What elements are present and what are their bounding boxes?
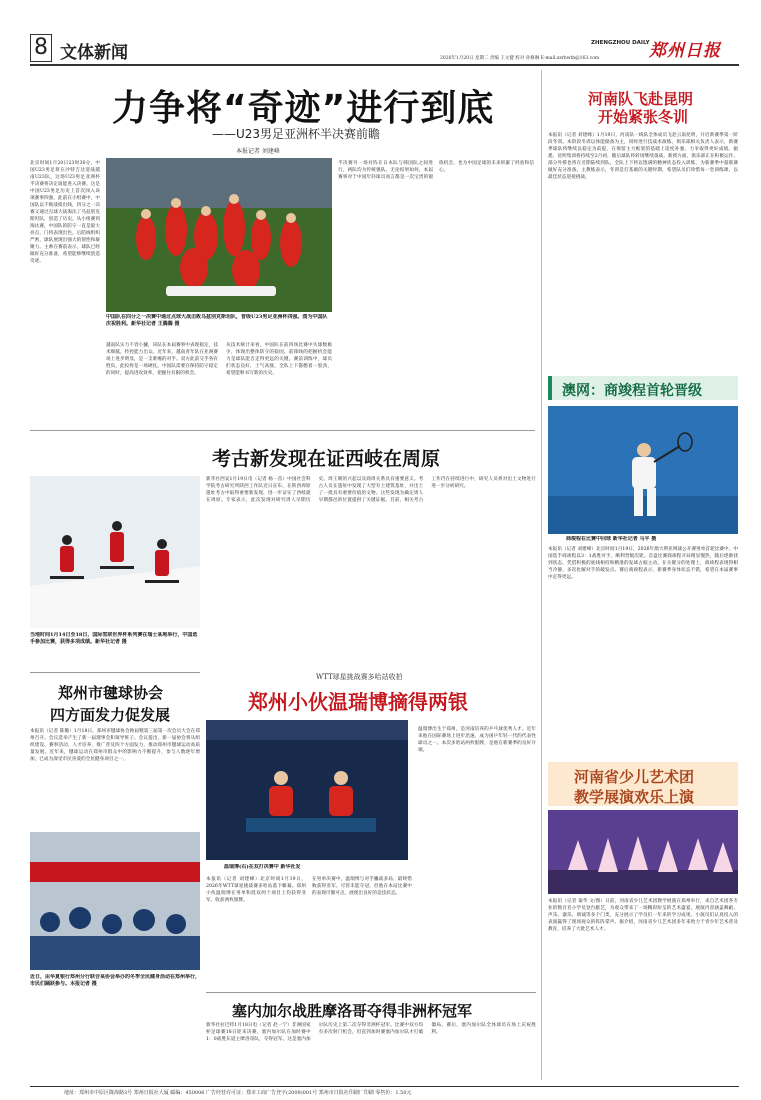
aus-open-photo-caption: 商竣程在比赛中回球 新华社记者 马平 摄 xyxy=(566,536,657,542)
section-rule-3 xyxy=(206,992,536,993)
pingpong-photo xyxy=(206,720,408,860)
henan-team-title-line2: 开始紧张冬训 xyxy=(598,108,689,126)
wtt-title: 郑州小伙温瑞博摘得两银 xyxy=(248,690,468,714)
shuttlecock-title-line1: 郑州市毽球协会 xyxy=(58,684,164,702)
lead-headline: 力争将“奇迹”进行到底 xyxy=(112,88,495,129)
page-number-box xyxy=(30,34,52,62)
afcon-title: 塞内加尔战胜摩洛哥夺得非洲杯冠军 xyxy=(232,1002,473,1020)
lead-column-4: 半决赛另一场对阵在日本队与韩国队之间进行，两队均为传统强队。无论结果如何，本届赛事对于中国年轻球员而言都是一次宝贵的锻炼机会，也为中国足球的未来积累了经验和信心。 xyxy=(338,161,534,180)
pingpong-col-3: 温瑞博出生于郑州，是河南培养的乒乓球优秀人才。近年来他在国际赛场上进步迅速，成为国乒年轻一代的代表性球员之一。本次多哈站两枚银牌，是他在新赛季的良好开端。 xyxy=(418,727,536,753)
youth-art-body: 本报讯（记者 秦华 文/图）日前，河南省少儿艺术团教学展演在郑州举行，来自艺术团各专业的数百名小学员登台献艺，为观众带来了一场精彩纷呈的艺术盛宴。展演内容涵盖舞蹈、声乐、器乐、朗诵等多个门类，充分展示了学员们一年来的学习成果。小演员们认真投入的表演赢得了现场观众的阵阵掌声。据介绍，河南省少儿艺术团多年来致力于青少年艺术普及教育，培养了大批艺术人才。 xyxy=(548,899,738,932)
aus-open-title: 澳网：商竣程首轮晋级 xyxy=(562,383,702,399)
henan-team-title-line1: 河南队飞赴昆明 xyxy=(588,90,694,108)
youth-art-title-line2: 教学展演欢乐上演 xyxy=(574,788,695,806)
fitness-event-photo xyxy=(30,832,200,970)
youth-art-photo xyxy=(548,810,738,894)
pingpong-col-1: 本报讯（记者 刘建峰）北京时间1月19日，2026年WTT球星挑战赛多哈站落下帷幕。郑州小伙温瑞博在男单和混双两个项目上均获得亚军，收获两枚银牌。 xyxy=(206,877,306,903)
lead-column-1: 北京时间1月20日23时30分，中国U23男足将在沙特吉达迎战越南U23队，这场U23男足亚洲杯半决赛将决定谁能进入决赛。这是中国U23男足历史上首次闯入该项赛事四强，此前在小组赛中，中国队以不败战绩出线，四分之一决赛又通过点球大战淘汰了乌兹别克斯坦队，创造了历史。从小组赛到淘汰赛，中国队的防守一直是最大亮点，门将表现出色，后防线组织严密，球队展现出强大的韧性和凝聚力。主帅在赛前表示，球队已经做好充分准备，希望能够继续创造奇迹。 xyxy=(30,161,100,264)
masthead-logo: 郑州日报 xyxy=(649,41,721,61)
column-divider xyxy=(541,70,542,1080)
lead-photo xyxy=(106,158,332,312)
masthead-logo-en: ZHENGZHOU DAILY xyxy=(591,40,650,46)
footer-text: 地址：郑州市中原区陇海路3号 郑州日报社大厦 邮编：450006 广告经营许可证：郑市工商广告登字(2009)001号 郑州市日报社印刷厂印刷 零售价：1.50元 xyxy=(64,1090,412,1096)
aus-open-photo xyxy=(548,406,738,534)
masthead-rule xyxy=(30,64,739,66)
lead-photo-caption: 中国队在四分之一决赛中通过点球大战击败乌兹别克斯坦队，晋级U23男足亚洲杯四强。图为中国队庆祝胜利。新华社记者 王腾腾 摄 xyxy=(106,314,328,327)
crowd-illustration xyxy=(30,832,200,970)
archaeology-body: 新华社西安1月19日电（记者 杨一苗）中国社会科学院考古研究所陕西工作队近日宣布，在陕西周原遗址考古中取得重要新发现，进一步证实了西岐就在周原。专家表示，此次发现对研究周人早期历史、周王朝的兴起以及商周关系具有重要意义。考古人员在遗址中发现了大型夯土建筑基址，并出土了一批具有重要价值的文物。这些发现为确定周人早期都邑的位置提供了关键证据。目前，相关考古工作仍在持续进行中，研究人员将对出土文物进行进一步分析研究。 xyxy=(206,477,536,503)
section-rule-2 xyxy=(30,672,200,673)
tennis-player-illustration xyxy=(548,406,738,534)
section-name: 文体新闻 xyxy=(60,43,128,63)
aus-open-body: 本报讯（记者 刘建峰）北京时间1月19日，2026年澳大利亚网球公开赛男单首轮比赛中，中国选手商竣程以3：1战胜对手，顺利晋级次轮。首盘比赛商竣程开局稍显慢热，随后逐渐找到状态，凭借积极的底线相持和精准的发球占据主动。在关键分的处理上，商竣程表现得相当冷静，多次化解对手的破发点。赛后商竣程表示，新赛季身体状态不错，希望在本届赛事中走得更远。 xyxy=(548,547,738,580)
footer-rule xyxy=(30,1086,739,1087)
youth-art-title-line1: 河南省少儿艺术团 xyxy=(574,768,695,786)
afcon-body: 新华社拉巴特1月18日电（记者 赵一宁）非洲国家杯足球赛18日迎来决赛，塞内加尔队在加时赛中1：0战胜东道主摩洛哥队，夺得冠军。这是塞内加尔队历史上第二次夺得非洲杯冠军。比赛中双方均有多次射门机会，但直到加时赛塞内加尔队才打破僵局。赛后，塞内加尔队全体球员在场上庆祝胜利。 xyxy=(206,1023,536,1042)
pingpong-col-2: 在男单决赛中，温瑞博与对手鏖战多局，最终惜败获得亚军。尽管未能夺冠，但他在本站比赛中的表现可圈可点，展现出良好的竞技状态。 xyxy=(312,877,412,896)
ski-photo xyxy=(30,476,200,628)
lead-subtitle: ——U23男足亚洲杯半决赛前瞻 xyxy=(212,127,381,141)
lead-column-2: 越南队实力不容小觑，该队在本届赛事中表现稳定，技术细腻，传控能力出众。近年来，越南青年队在亚洲赛场上进步明显，是一支难缠的对手。双方此前交手各有胜负，此役将是一场硬仗。中国队需要在保持防守稳定的同时，提高进攻效率，把握住有限的机会。 xyxy=(106,343,218,376)
henan-team-body: 本报讯（记者 刘建峰）1月19日，河南队一线队全体成员飞赴云南昆明，开启新赛季第一阶段冬训。本阶段冬训以体能储备为主，同时进行技战术演练。俱乐部相关负责人表示，新赛季球队将继续以稳定为前提，在保留主力框架的基础上适度补强，力争取得更好成绩。据悉，昆明集训将持续至2月初，随后球队将转场继续备战。新援方面，俱乐部正在积极运作，部分外援也将在近期陆续到队。全队上下将以饱满的精神状态投入训练，为新赛季中超联赛做好充分准备。主教练表示，冬训是打基础的关键时期，希望队员们珍惜每一堂训练课，以最佳状态迎接挑战。 xyxy=(548,133,738,180)
skiers-illustration xyxy=(30,476,200,628)
lead-byline: 本报记者 刘建峰 xyxy=(236,148,280,155)
lead-column-3: 从技术统计来看，中国队在前四场比赛中失球数极少，体现出整体防守的稳固。前锋线的把握机会能力是球队能否走得更远的关键。赛前训练中，球员们状态良好，士气高涨，全队上下都憋着一股劲，希望能够书写新的历史。 xyxy=(226,343,332,376)
archaeology-title: 考古新发现在证西岐在周原 xyxy=(212,448,441,470)
ski-photo-caption: 当地时间1月14日至18日，国际雪联世界杯系列赛在瑞士某地举行，中国选手参加比赛，获得多项成绩。新华社记者 摄 xyxy=(30,632,198,645)
page-number: 8 xyxy=(34,35,48,60)
wtt-kicker: WTT球星挑战赛多哈站收拍 xyxy=(316,673,403,681)
date-line: 2026年1月20日 星期二 责编 王文健 校对 孙修琳 E-mail:zzrbwtb@163.com xyxy=(440,56,600,61)
shuttlecock-title-line2: 四方面发力促发展 xyxy=(50,706,171,724)
table-tennis-illustration xyxy=(206,720,408,860)
celebrating-players-illustration xyxy=(106,158,332,312)
section-rule-1 xyxy=(30,430,535,431)
pingpong-photo-caption: 温瑞博(右)在双打决赛中 新华社发 xyxy=(224,864,301,870)
fitness-photo-caption: 近日，由华夏银行郑州分行联合某协会举办的冬季全民健身活动在郑州举行，市民们踊跃参与。本报记者 摄 xyxy=(30,974,200,987)
dancers-illustration xyxy=(548,810,738,894)
shuttlecock-body: 本报讯（记者 陈璐）1月18日，郑州市毽球协会换届暨第三届第一次会员大会在郑州召开。会议选举产生了新一届理事会和领导班子。会议提出，新一届协会将从组织建设、赛事活动、人才培养、推广普及四个方面发力，推动郑州市毽球运动高质量发展。近年来，毽球运动在郑州市群众中的影响力不断提升，参与人数逐年增加，已成为深受市民喜爱的全民健身项目之一。 xyxy=(30,729,200,762)
